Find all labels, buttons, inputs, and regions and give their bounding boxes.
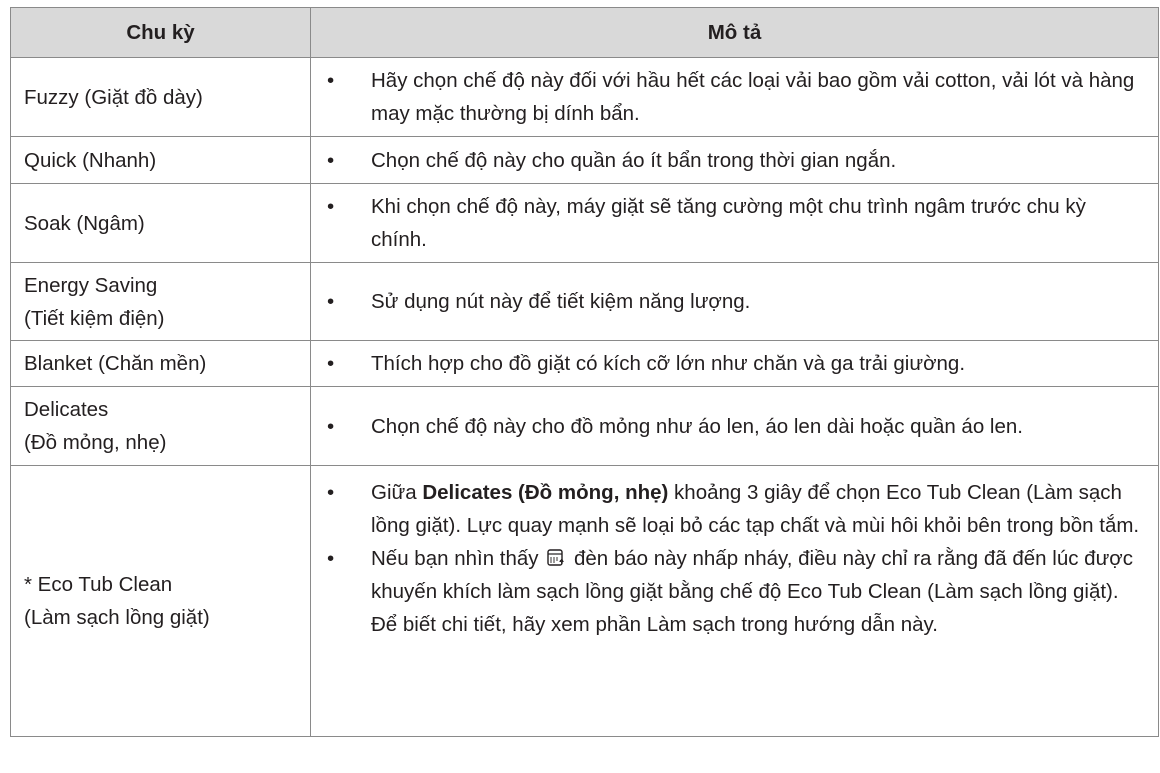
bullet-marker: • xyxy=(327,414,335,438)
cycle-name xyxy=(11,466,311,737)
bullet-marker: • xyxy=(327,69,335,92)
cycle-description xyxy=(311,387,1159,466)
wash-cycle-table xyxy=(10,7,1159,737)
text-run: khoảng 3 giây để chọn Eco Tub Clean (Làm sạch lồng giặt). Lực quay mạnh sẽ loại bỏ các tạp chất và mùi hôi khỏi bên trong bồn tắm. xyxy=(371,481,1140,537)
cycle-description xyxy=(311,341,1159,387)
text-run: đèn báo này nhấp nháy, điều này chỉ ra rằng đã đến lúc được khuyến khích làm sạch lồng giặt bằng chế độ Eco Tub Clean (Làm sạch lồng giặt). Để biết chi tiết, hãy xem phần Làm sạch trong hướng dẫn này. xyxy=(371,547,1133,636)
bullet-text xyxy=(371,542,1146,641)
bullet-item xyxy=(321,542,1146,641)
cycle-description xyxy=(311,137,1159,184)
bullet-item xyxy=(321,64,1146,130)
cycle-name: Blanket (Chăn mền) xyxy=(11,341,311,387)
delicates-button-reference: Delicates (Đồ mỏng, nhẹ) xyxy=(422,481,669,504)
bullet-marker: • xyxy=(327,290,335,313)
table-row xyxy=(11,184,1159,263)
table-header-row xyxy=(11,8,1159,58)
table-row xyxy=(11,137,1159,184)
bullet-item xyxy=(321,347,1146,380)
cycle-description xyxy=(311,184,1159,263)
bullet-marker: • xyxy=(327,481,335,504)
bullet-marker: • xyxy=(327,195,335,218)
bullet-text: Sử dụng nút này để tiết kiệm năng lượng. xyxy=(371,290,751,313)
bullet-item xyxy=(321,410,1146,443)
bullet-marker: • xyxy=(327,148,335,172)
table-row xyxy=(11,58,1159,137)
bullet-text: Khi chọn chế độ này, máy giặt sẽ tăng cường một chu trình ngâm trước chu kỳ chính. xyxy=(371,195,1086,251)
bullet-text xyxy=(371,476,1146,542)
cycle-name-line1: Delicates xyxy=(24,398,109,421)
cycle-name-line2: (Đồ mỏng, nhẹ) xyxy=(24,431,167,454)
cycle-name-line1: Energy Saving xyxy=(24,273,158,297)
bullet-marker: • xyxy=(327,352,335,375)
cycle-description xyxy=(311,263,1159,341)
table-row xyxy=(11,387,1159,466)
cycle-name-line2: (Tiết kiệm điện) xyxy=(24,306,165,330)
cycle-name: Soak (Ngâm) xyxy=(11,184,311,263)
bullet-text: Hãy chọn chế độ này đối với hầu hết các loại vải bao gồm vải cotton, vải lót và hàng may mặc thường bị dính bẩn. xyxy=(371,69,1135,125)
bullet-marker: • xyxy=(327,547,335,570)
table-row xyxy=(11,341,1159,387)
cycle-name-line2: (Làm sạch lồng giặt) xyxy=(24,606,210,629)
bullet-text: Chọn chế độ này cho quần áo ít bẩn trong thời gian ngắn. xyxy=(371,148,897,172)
cycle-name xyxy=(11,263,311,341)
cycle-description xyxy=(311,58,1159,137)
header-description: Mô tả xyxy=(311,8,1159,58)
bullet-text: Chọn chế độ này cho đồ mỏng như áo len, áo len dài hoặc quần áo len. xyxy=(371,414,1023,438)
text-run: Giữa xyxy=(371,481,423,504)
bullet-item xyxy=(321,190,1146,256)
text-run: Nếu bạn nhìn thấy xyxy=(371,547,545,570)
bullet-item xyxy=(321,144,1146,177)
cycle-name: Fuzzy (Giặt đồ dày) xyxy=(11,58,311,137)
cycle-name-line1: * Eco Tub Clean xyxy=(24,573,173,596)
cycle-name xyxy=(11,387,311,466)
table-row xyxy=(11,466,1159,737)
bullet-item xyxy=(321,476,1146,542)
tub-clean-indicator-icon xyxy=(546,545,566,565)
bullet-text: Thích hợp cho đồ giặt có kích cỡ lớn như chăn và ga trải giường. xyxy=(371,352,966,375)
cycle-description xyxy=(311,466,1159,737)
table-row xyxy=(11,263,1159,341)
header-cycle: Chu kỳ xyxy=(11,8,311,58)
bullet-item xyxy=(321,285,1146,318)
cycle-name: Quick (Nhanh) xyxy=(11,137,311,184)
